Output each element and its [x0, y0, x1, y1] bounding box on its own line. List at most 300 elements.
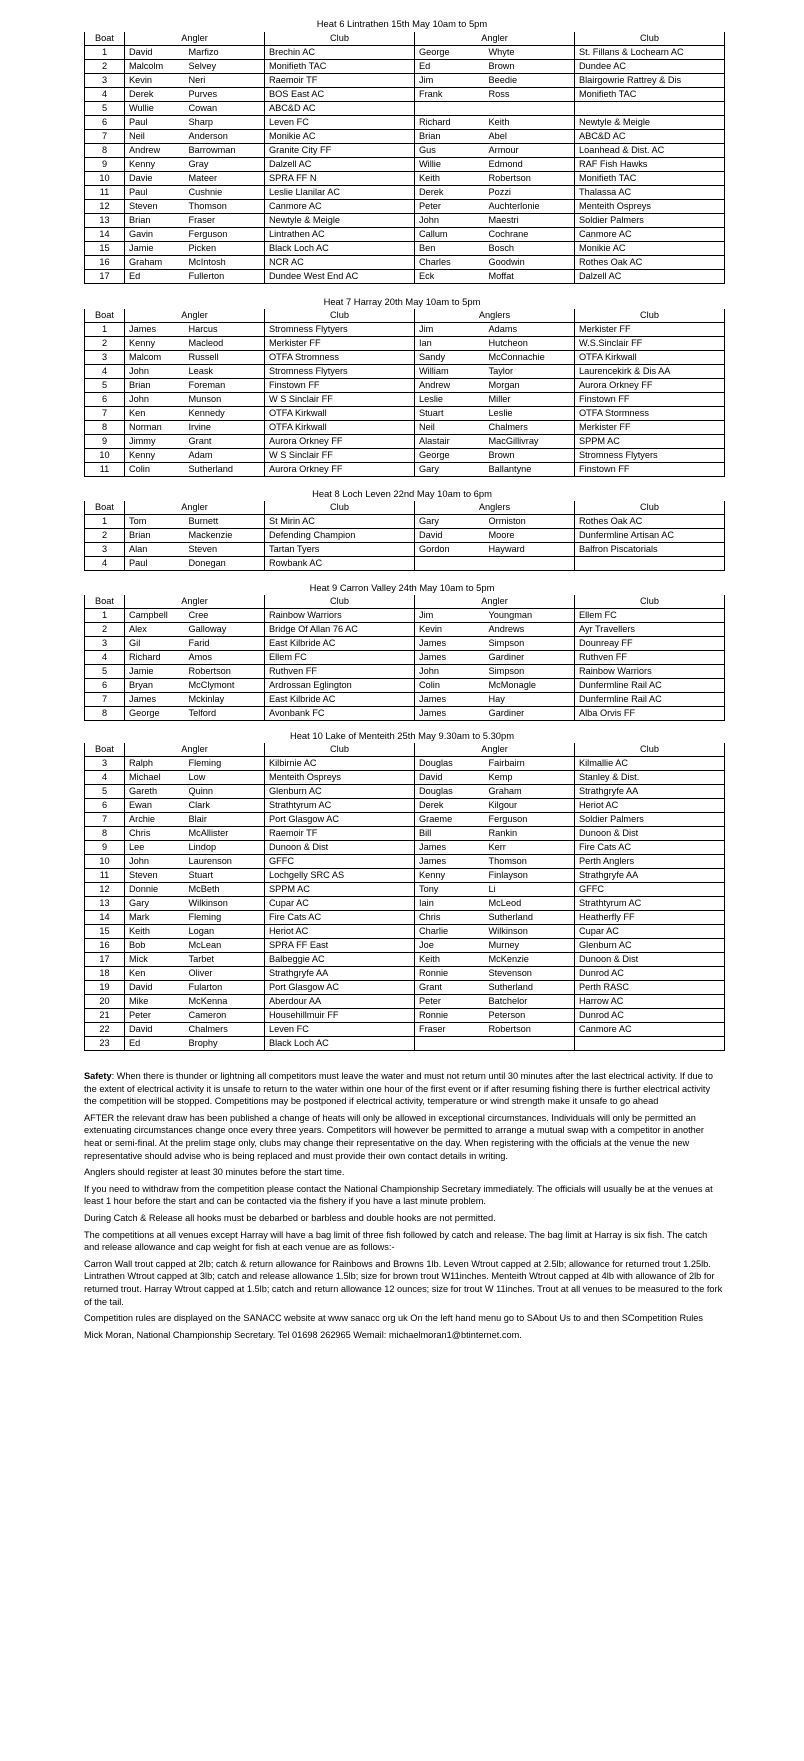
angler-first-name: John	[125, 365, 185, 379]
angler-2-club: Dunrod AC	[575, 1009, 725, 1023]
angler-surname: Neri	[185, 74, 265, 88]
angler-first-name: Alex	[125, 623, 185, 637]
table-row	[85, 757, 725, 771]
angler-surname: Brophy	[185, 1037, 265, 1051]
angler-first-name: Gavin	[125, 228, 185, 242]
boat-number: 15	[85, 242, 125, 256]
angler-surname: Adam	[185, 449, 265, 463]
boat-number: 2	[85, 60, 125, 74]
boat-number: 4	[85, 557, 125, 571]
table-row	[85, 515, 725, 529]
angler-2-first-name: Kenny	[415, 869, 485, 883]
angler-first-name: Mike	[125, 995, 185, 1009]
angler-surname: Cowan	[185, 102, 265, 116]
angler-club: SPRA FF East	[265, 939, 415, 953]
angler-2-surname: Robertson	[485, 1023, 575, 1037]
safety-text: : When there is thunder or lightning all competitors must leave the water and must not return until 30 minutes after the last electrical activity. If due to the extent of electrical activity it is unsafe to return to the water within one hour of the first event or if after resuming fishing there is further electrical activity the competition will be stopped. Competitions may be postponed if electrical activity, temperature or wind strength make it unsafe to go ahead	[84, 1071, 713, 1107]
angler-2-first-name: Leslie	[415, 393, 485, 407]
angler-2-club: Dunoon & Dist	[575, 953, 725, 967]
table-row	[85, 1037, 725, 1051]
angler-2-first-name: Tony	[415, 883, 485, 897]
angler-first-name: David	[125, 981, 185, 995]
angler-surname: Irvine	[185, 421, 265, 435]
boat-number: 6	[85, 799, 125, 813]
angler-2-surname: Whyte	[485, 46, 575, 60]
angler-first-name: Steven	[125, 869, 185, 883]
angler-club: Avonbank FC	[265, 707, 415, 721]
angler-club: SPRA FF N	[265, 172, 415, 186]
boat-number: 13	[85, 897, 125, 911]
angler-first-name: Mick	[125, 953, 185, 967]
angler-first-name: Wullie	[125, 102, 185, 116]
angler-2-club: Glenburn AC	[575, 939, 725, 953]
angler-surname: Wilkinson	[185, 897, 265, 911]
table-row	[85, 186, 725, 200]
boat-number: 4	[85, 88, 125, 102]
angler-2-club: Dundee AC	[575, 60, 725, 74]
angler-surname: Harcus	[185, 323, 265, 337]
angler-first-name: David	[125, 46, 185, 60]
angler-surname: McKenna	[185, 995, 265, 1009]
angler-first-name: Ken	[125, 407, 185, 421]
header-club-2: Club	[575, 32, 725, 46]
table-row	[85, 60, 725, 74]
angler-2-first-name	[415, 1037, 485, 1051]
angler-first-name: Colin	[125, 463, 185, 477]
angler-first-name: Brian	[125, 214, 185, 228]
boat-number: 19	[85, 981, 125, 995]
angler-surname: Foreman	[185, 379, 265, 393]
angler-surname: Thomson	[185, 200, 265, 214]
header-angler-2: Anglers	[415, 501, 575, 515]
table-row	[85, 46, 725, 60]
heat-7-title: Heat 7 Harray 20th May 10am to 5pm	[323, 296, 481, 307]
angler-2-surname: Andrews	[485, 623, 575, 637]
angler-2-surname: Hutcheon	[485, 337, 575, 351]
table-header-row	[85, 32, 725, 46]
angler-2-surname: Maestri	[485, 214, 575, 228]
header-angler-2: Angler	[415, 595, 575, 609]
table-row	[85, 449, 725, 463]
angler-2-club: OTFA Stormness	[575, 407, 725, 421]
table-row	[85, 102, 725, 116]
angler-2-club: Laurencekirk & Dis AA	[575, 365, 725, 379]
angler-club: Dunoon & Dist	[265, 841, 415, 855]
table-row	[85, 911, 725, 925]
angler-2-first-name: Ronnie	[415, 1009, 485, 1023]
angler-first-name: Andrew	[125, 144, 185, 158]
angler-surname: Quinn	[185, 785, 265, 799]
header-club-2: Club	[575, 309, 725, 323]
angler-first-name: Paul	[125, 557, 185, 571]
boat-number: 3	[85, 351, 125, 365]
angler-first-name: Michael	[125, 771, 185, 785]
angler-club: OTFA Stromness	[265, 351, 415, 365]
angler-first-name: Peter	[125, 1009, 185, 1023]
angler-2-surname: Kerr	[485, 841, 575, 855]
angler-2-club: Canmore AC	[575, 228, 725, 242]
angler-first-name: Campbell	[125, 609, 185, 623]
angler-2-first-name: Callum	[415, 228, 485, 242]
angler-2-first-name: Derek	[415, 186, 485, 200]
angler-surname: Cushnie	[185, 186, 265, 200]
hooks-note: During Catch & Release all hooks must be debarbed or barbless and double hooks are not permitted.	[84, 1212, 496, 1223]
angler-2-first-name: Chris	[415, 911, 485, 925]
angler-2-first-name: George	[415, 46, 485, 60]
angler-2-first-name: Ian	[415, 337, 485, 351]
boat-number: 12	[85, 883, 125, 897]
boat-number: 2	[85, 337, 125, 351]
boat-number: 11	[85, 869, 125, 883]
angler-2-surname: Gardiner	[485, 651, 575, 665]
angler-first-name: Malcolm	[125, 60, 185, 74]
table-row	[85, 665, 725, 679]
angler-first-name: Bryan	[125, 679, 185, 693]
angler-2-surname: Youngman	[485, 609, 575, 623]
angler-club: Ellem FC	[265, 651, 415, 665]
table-row	[85, 679, 725, 693]
angler-2-surname: Morgan	[485, 379, 575, 393]
angler-2-club: Soldier Palmers	[575, 214, 725, 228]
boat-number: 4	[85, 771, 125, 785]
heat-8-title: Heat 8 Loch Leven 22nd May 10am to 6pm	[312, 488, 492, 499]
angler-2-surname: Murney	[485, 939, 575, 953]
boat-number: 5	[85, 102, 125, 116]
heat-6-table	[84, 32, 725, 284]
table-row	[85, 228, 725, 242]
table-row	[85, 785, 725, 799]
angler-surname: McBeth	[185, 883, 265, 897]
angler-surname: Galloway	[185, 623, 265, 637]
angler-2-first-name: Gordon	[415, 543, 485, 557]
header-angler: Angler	[125, 32, 265, 46]
angler-surname: Donegan	[185, 557, 265, 571]
angler-2-first-name: Brian	[415, 130, 485, 144]
table-row	[85, 270, 725, 284]
angler-surname: Munson	[185, 393, 265, 407]
angler-2-first-name: Gus	[415, 144, 485, 158]
angler-first-name: Richard	[125, 651, 185, 665]
angler-2-surname: Ballantyne	[485, 463, 575, 477]
angler-2-surname: Miller	[485, 393, 575, 407]
angler-2-club: Dunoon & Dist	[575, 827, 725, 841]
boat-number: 6	[85, 116, 125, 130]
angler-first-name: Graham	[125, 256, 185, 270]
angler-2-first-name: Jim	[415, 323, 485, 337]
header-club-2: Club	[575, 501, 725, 515]
angler-2-club: Perth RASC	[575, 981, 725, 995]
angler-club: Stromness Flytyers	[265, 323, 415, 337]
angler-2-first-name	[415, 557, 485, 571]
boat-number: 1	[85, 46, 125, 60]
angler-2-first-name: Gary	[415, 463, 485, 477]
table-row	[85, 543, 725, 557]
angler-2-club: Finstown FF	[575, 393, 725, 407]
angler-2-club: Soldier Palmers	[575, 813, 725, 827]
angler-2-club: Canmore AC	[575, 1023, 725, 1037]
header-angler: Angler	[125, 309, 265, 323]
angler-2-first-name: Neil	[415, 421, 485, 435]
angler-2-club	[575, 1037, 725, 1051]
angler-club: Leslie Llanilar AC	[265, 186, 415, 200]
angler-surname: Burnett	[185, 515, 265, 529]
angler-club: Ardrossan Eglington	[265, 679, 415, 693]
table-header-row	[85, 309, 725, 323]
angler-surname: Robertson	[185, 665, 265, 679]
angler-club: Glenburn AC	[265, 785, 415, 799]
angler-2-club: Dunfermline Rail AC	[575, 679, 725, 693]
header-angler-2: Angler	[415, 743, 575, 757]
angler-first-name: Paul	[125, 116, 185, 130]
angler-club: Balbeggie AC	[265, 953, 415, 967]
angler-surname: Fraser	[185, 214, 265, 228]
angler-2-club: Menteith Ospreys	[575, 200, 725, 214]
angler-surname: Picken	[185, 242, 265, 256]
table-row	[85, 981, 725, 995]
angler-2-club: Heriot AC	[575, 799, 725, 813]
boat-number: 3	[85, 74, 125, 88]
safety-note	[84, 1070, 724, 1108]
angler-surname: Cameron	[185, 1009, 265, 1023]
angler-2-club: Cupar AC	[575, 925, 725, 939]
boat-number: 6	[85, 393, 125, 407]
angler-first-name: George	[125, 707, 185, 721]
angler-first-name: James	[125, 323, 185, 337]
table-row	[85, 158, 725, 172]
angler-2-first-name: Joe	[415, 939, 485, 953]
angler-first-name: Brian	[125, 529, 185, 543]
angler-2-club: Kilmallie AC	[575, 757, 725, 771]
angler-2-first-name: Eck	[415, 270, 485, 284]
angler-2-first-name: Stuart	[415, 407, 485, 421]
angler-2-surname: MacGillivray	[485, 435, 575, 449]
angler-club: Finstown FF	[265, 379, 415, 393]
table-row	[85, 379, 725, 393]
angler-2-surname: Simpson	[485, 637, 575, 651]
boat-number: 2	[85, 529, 125, 543]
withdraw-note: If you need to withdraw from the competition please contact the National Championship Secretary immediately. The officials will usually be at the venues at least 1 hour before the start and can be contacted via the fishery if you have a last minute problem.	[84, 1183, 713, 1207]
angler-first-name: Chris	[125, 827, 185, 841]
safety-label: Safety	[84, 1071, 112, 1081]
angler-2-surname: Hayward	[485, 543, 575, 557]
angler-surname: Mackenzie	[185, 529, 265, 543]
angler-2-club: Strathgryfe AA	[575, 869, 725, 883]
angler-first-name: Bob	[125, 939, 185, 953]
header-club-2: Club	[575, 743, 725, 757]
table-row	[85, 144, 725, 158]
angler-2-club: Rainbow Warriors	[575, 665, 725, 679]
boat-number: 10	[85, 855, 125, 869]
angler-first-name: John	[125, 855, 185, 869]
boat-number: 3	[85, 543, 125, 557]
boat-number: 7	[85, 813, 125, 827]
angler-2-club: St. Fillans & Lochearn AC	[575, 46, 725, 60]
angler-2-first-name: Willie	[415, 158, 485, 172]
angler-first-name: Paul	[125, 186, 185, 200]
angler-club: SPPM AC	[265, 883, 415, 897]
angler-club: Monifieth TAC	[265, 60, 415, 74]
angler-first-name: Malcom	[125, 351, 185, 365]
angler-2-surname: Leslie	[485, 407, 575, 421]
angler-2-club: Newtyle & Meigle	[575, 116, 725, 130]
angler-first-name: Jimmy	[125, 435, 185, 449]
table-row	[85, 855, 725, 869]
angler-club: W S Sinclair FF	[265, 449, 415, 463]
table-row	[85, 1023, 725, 1037]
angler-surname: Lindop	[185, 841, 265, 855]
angler-club: Strathtyrum AC	[265, 799, 415, 813]
angler-first-name: Gary	[125, 897, 185, 911]
boat-number: 6	[85, 679, 125, 693]
heat-10-title: Heat 10 Lake of Menteith 25th May 9.30am to 5.30pm	[289, 730, 515, 741]
boat-number: 11	[85, 463, 125, 477]
angler-2-club: Aurora Orkney FF	[575, 379, 725, 393]
table-row	[85, 799, 725, 813]
angler-surname: Mckinlay	[185, 693, 265, 707]
boat-number: 9	[85, 158, 125, 172]
rules-website-note: Competition rules are displayed on the SANACC website at www sanacc org uk On the left hand menu go to SAbout Us to and then SCompetition Rules	[84, 1313, 703, 1324]
angler-club: Leven FC	[265, 1023, 415, 1037]
angler-2-first-name: Jim	[415, 609, 485, 623]
angler-2-surname: Kemp	[485, 771, 575, 785]
table-row	[85, 813, 725, 827]
header-club: Club	[265, 309, 415, 323]
angler-club: Port Glasgow AC	[265, 813, 415, 827]
table-row	[85, 435, 725, 449]
header-angler-2: Anglers	[415, 309, 575, 323]
angler-2-club: Harrow AC	[575, 995, 725, 1009]
angler-surname: Logan	[185, 925, 265, 939]
angler-club: Canmore AC	[265, 200, 415, 214]
angler-2-surname: Sutherland	[485, 981, 575, 995]
header-angler: Angler	[125, 743, 265, 757]
angler-2-first-name: Colin	[415, 679, 485, 693]
angler-surname: Farid	[185, 637, 265, 651]
angler-surname: Cree	[185, 609, 265, 623]
angler-2-surname: McMonagle	[485, 679, 575, 693]
angler-2-club	[575, 557, 725, 571]
angler-2-club: Rothes Oak AC	[575, 515, 725, 529]
angler-club: Aberdour AA	[265, 995, 415, 1009]
boat-number: 10	[85, 172, 125, 186]
table-row	[85, 256, 725, 270]
heat-9-table	[84, 595, 725, 721]
angler-club: Strathgryfe AA	[265, 967, 415, 981]
angler-2-surname: Ormiston	[485, 515, 575, 529]
angler-2-first-name: Frank	[415, 88, 485, 102]
angler-2-first-name: Gary	[415, 515, 485, 529]
angler-2-surname: Graham	[485, 785, 575, 799]
table-row	[85, 407, 725, 421]
angler-surname: Fleming	[185, 757, 265, 771]
angler-2-club	[575, 102, 725, 116]
angler-first-name: Lee	[125, 841, 185, 855]
angler-2-surname: Simpson	[485, 665, 575, 679]
angler-club: Cupar AC	[265, 897, 415, 911]
angler-club: Ruthven FF	[265, 665, 415, 679]
angler-club: Raemoir TF	[265, 827, 415, 841]
angler-first-name: Jamie	[125, 665, 185, 679]
angler-club: Merkister FF	[265, 337, 415, 351]
boat-number: 4	[85, 651, 125, 665]
angler-2-first-name: Keith	[415, 172, 485, 186]
header-club: Club	[265, 32, 415, 46]
boat-number: 1	[85, 323, 125, 337]
header-club: Club	[265, 501, 415, 515]
boat-number: 7	[85, 407, 125, 421]
angler-2-surname: Gardiner	[485, 707, 575, 721]
angler-club: Lochgelly SRC AS	[265, 869, 415, 883]
angler-2-surname: Robertson	[485, 172, 575, 186]
table-row	[85, 130, 725, 144]
angler-2-club: Ruthven FF	[575, 651, 725, 665]
angler-first-name: Mark	[125, 911, 185, 925]
boat-number: 17	[85, 270, 125, 284]
heat-10-table	[84, 743, 725, 1051]
table-row	[85, 557, 725, 571]
boat-number: 16	[85, 256, 125, 270]
heat-7-table	[84, 309, 725, 477]
table-row	[85, 939, 725, 953]
angler-club: Raemoir TF	[265, 74, 415, 88]
header-boat: Boat	[85, 595, 125, 609]
table-row	[85, 623, 725, 637]
angler-club: Leven FC	[265, 116, 415, 130]
boat-number: 3	[85, 637, 125, 651]
angler-surname: Purves	[185, 88, 265, 102]
angler-2-surname: Bosch	[485, 242, 575, 256]
boat-number: 9	[85, 841, 125, 855]
angler-club: Househillmuir FF	[265, 1009, 415, 1023]
angler-first-name: Keith	[125, 925, 185, 939]
angler-surname: Amos	[185, 651, 265, 665]
angler-2-first-name: Andrew	[415, 379, 485, 393]
angler-2-club: Stanley & Dist.	[575, 771, 725, 785]
table-row	[85, 242, 725, 256]
angler-first-name: John	[125, 393, 185, 407]
angler-surname: Sharp	[185, 116, 265, 130]
angler-club: Fire Cats AC	[265, 911, 415, 925]
heat-6-title: Heat 6 Lintrathen 15th May 10am to 5pm	[316, 18, 488, 29]
angler-2-first-name: James	[415, 707, 485, 721]
angler-first-name: Gareth	[125, 785, 185, 799]
angler-2-surname: Keith	[485, 116, 575, 130]
table-row	[85, 609, 725, 623]
table-row	[85, 827, 725, 841]
angler-first-name: Archie	[125, 813, 185, 827]
boat-number: 13	[85, 214, 125, 228]
register-note: Anglers should register at least 30 minutes before the start time.	[84, 1167, 345, 1178]
table-row	[85, 953, 725, 967]
angler-first-name: Kevin	[125, 74, 185, 88]
bag-limit-note: The competitions at all venues except Harray will have a bag limit of three fish followed by catch and release. The bag limit at Harray is six fish. The catch and release allowance and cap weight for fish at each venue are as follows:-	[84, 1229, 708, 1253]
angler-first-name: Donnie	[125, 883, 185, 897]
angler-2-surname	[485, 557, 575, 571]
table-row	[85, 967, 725, 981]
angler-first-name: Derek	[125, 88, 185, 102]
angler-2-surname: Beedie	[485, 74, 575, 88]
boat-number: 8	[85, 827, 125, 841]
angler-2-club: Dounreay FF	[575, 637, 725, 651]
boat-number: 9	[85, 435, 125, 449]
angler-2-surname: McConnachie	[485, 351, 575, 365]
boat-number: 1	[85, 609, 125, 623]
header-boat: Boat	[85, 743, 125, 757]
table-row	[85, 883, 725, 897]
angler-2-first-name: James	[415, 693, 485, 707]
angler-2-first-name: Graeme	[415, 813, 485, 827]
angler-surname: Kennedy	[185, 407, 265, 421]
